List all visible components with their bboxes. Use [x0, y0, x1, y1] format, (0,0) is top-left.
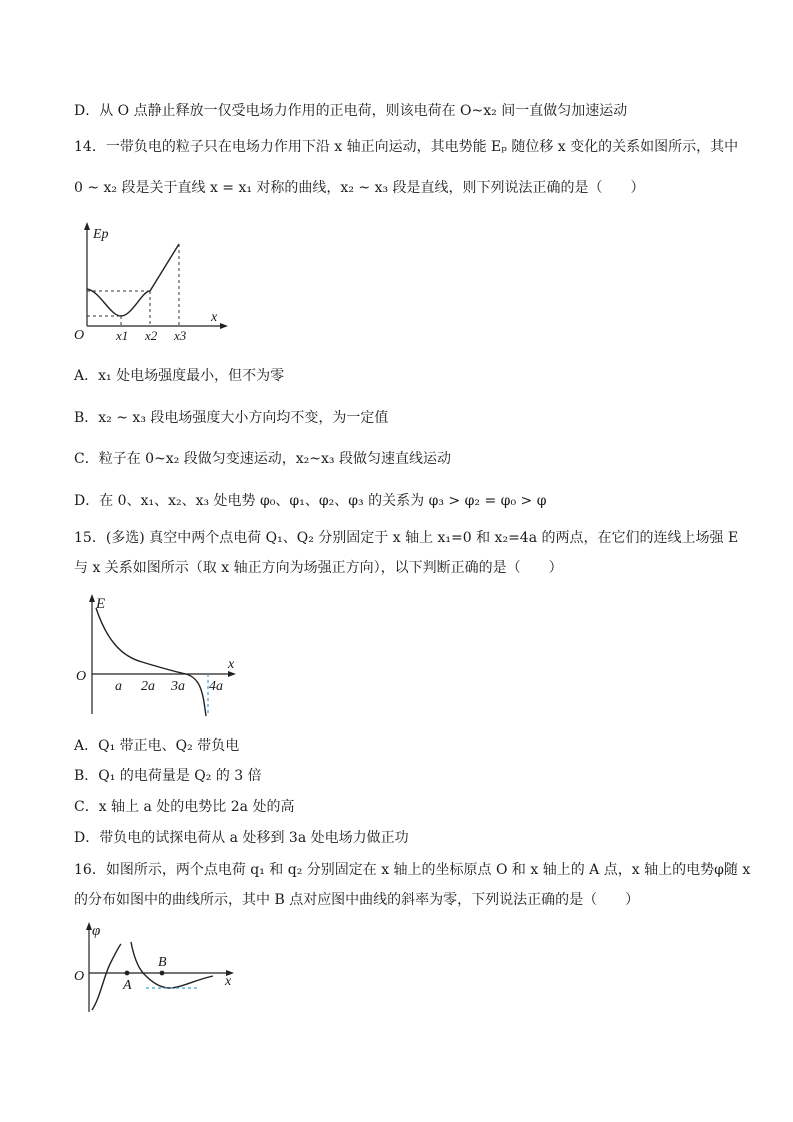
q16-phi-x-figure — [70, 918, 245, 1018]
q16-point-b-dot — [160, 971, 165, 976]
q14-y-axis-arrow — [84, 222, 90, 230]
q14-option-c: C．粒子在 0~x₂ 段做匀变速运动，x₂~x₃ 段做匀速直线运动 — [74, 451, 451, 467]
q16-point-a-dot — [125, 971, 130, 976]
q16-stem-line2: 的分布如图中的曲线所示，其中 B 点对应图中曲线的斜率为零，下列说法正确的是（ ） — [74, 892, 640, 908]
q14-option-a: A．x₁ 处电场强度最小，但不为零 — [74, 368, 285, 384]
q14-x-label: x — [211, 310, 218, 325]
q16-label-b: B — [158, 955, 167, 970]
q15-tick-2a: 2a — [141, 679, 155, 694]
q16-origin-label: O — [74, 969, 85, 984]
q14-option-d: D．在 0、x₁、x₂、x₃ 处电势 φ₀、φ₁、φ₂、φ₃ 的关系为 φ₃ > φ₂ = φ₀ > φ — [74, 493, 547, 509]
q16-phi-curve-left — [92, 944, 121, 1010]
q14-stem-line1: 14．一带负电的粒子只在电场力作用下沿 x 轴正向运动，其电势能 Eₚ 随位移 x 变化的关系如图所示，其中 — [74, 139, 739, 155]
q13-option-d: D．从 O 点静止释放一仅受电场力作用的正电荷，则该电荷在 O~x₂ 间一直做匀加速运动 — [74, 103, 628, 119]
q14-ep-curve — [87, 244, 179, 316]
q15-tick-3a: 3a — [171, 679, 185, 694]
q15-stem-line2: 与 x 关系如图所示（取 x 轴正方向为场强正方向），以下判断正确的是（ ） — [74, 560, 563, 576]
q16-phi-curve-right — [131, 942, 213, 988]
q14-y-label: Ep — [93, 227, 109, 242]
q14-origin-label: O — [74, 328, 85, 343]
q16-stem-line1: 16．如图所示，两个点电荷 q₁ 和 q₂ 分别固定在 x 轴上的坐标原点 O 和 x 轴上的 A 点，x 轴上的电势φ随 x — [74, 862, 751, 878]
q15-stem-line1: 15．(多选) 真空中两个点电荷 Q₁、Q₂ 分别固定于 x 轴上 x₁=0 和 x₂=4a 的两点，在它们的连线上场强 E — [74, 530, 739, 546]
q14-tick-x1: x1 — [116, 328, 129, 343]
q15-y-label: E — [96, 596, 106, 612]
q14-option-b: B．x₂ ~ x₃ 段电场强度大小方向均不变，为一定值 — [74, 410, 389, 426]
q15-option-d: D．带负电的试探电荷从 a 处移到 3a 处电场力做正功 — [74, 830, 409, 846]
q15-origin-label: O — [76, 669, 87, 684]
q15-option-c: C．x 轴上 a 处的电势比 2a 处的高 — [74, 799, 295, 815]
q14-ep-x-figure — [70, 218, 240, 346]
q14-tick-x3: x3 — [174, 328, 187, 343]
q15-e-x-figure — [70, 590, 245, 720]
q14-tick-x2: x2 — [145, 328, 158, 343]
q15-x-label: x — [228, 657, 235, 672]
q16-x-label: x — [225, 974, 232, 989]
q16-label-a: A — [123, 978, 132, 993]
q14-x-axis-arrow — [220, 323, 228, 329]
q15-y-axis-arrow — [89, 594, 95, 602]
q15-option-b: B．Q₁ 的电荷量是 Q₂ 的 3 倍 — [74, 768, 262, 784]
q15-tick-4a: 4a — [209, 679, 223, 694]
q15-e-curve — [96, 608, 206, 716]
q14-stem-line2: 0 ~ x₂ 段是关于直线 x = x₁ 对称的曲线，x₂ ~ x₃ 段是直线，则下列说法正确的是（ ） — [74, 180, 645, 196]
q15-option-a: A．Q₁ 带正电、Q₂ 带负电 — [74, 738, 240, 754]
q15-tick-a: a — [115, 679, 122, 694]
q16-y-label: φ — [92, 923, 101, 939]
